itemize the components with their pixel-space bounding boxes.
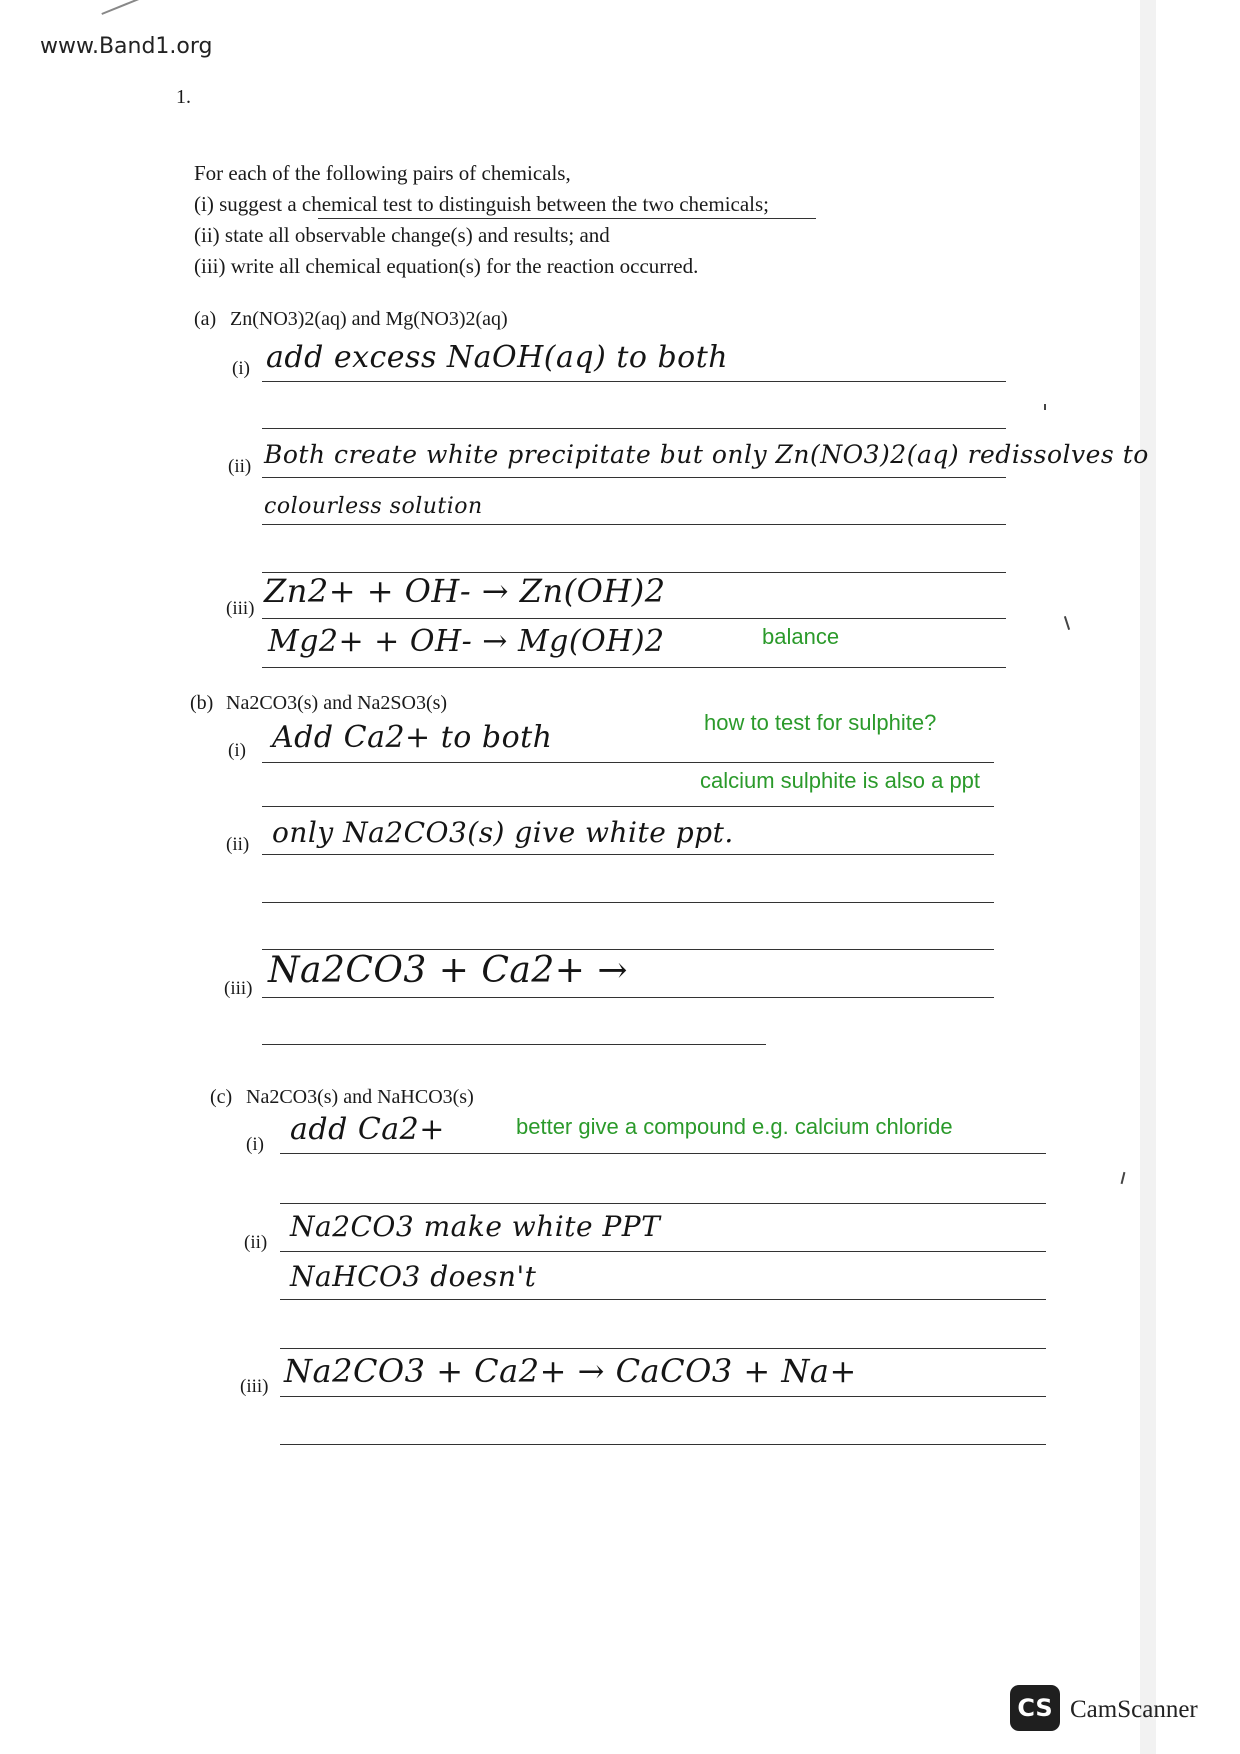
camscanner-brand: CamScanner (1070, 1696, 1198, 1723)
answer-line (280, 1153, 1046, 1154)
answer-line (262, 618, 1006, 619)
part-b-iii-answer: Na2CO3 + Ca2+ → (268, 950, 629, 991)
part-c-i-label: (i) (246, 1134, 264, 1155)
answer-line (280, 1396, 1046, 1397)
feedback-balance: balance (762, 624, 840, 649)
part-a-iii-label: (iii) (226, 598, 255, 619)
part-c-label: (c) (210, 1086, 233, 1108)
part-c-ii-answer-2: NaHCO3 doesn't (290, 1260, 537, 1293)
part-b-i-answer: Add Ca2+ to both (272, 720, 553, 755)
question-instructions (194, 158, 769, 282)
intro-line: For each of the following pairs of chemicals, (194, 161, 571, 185)
part-a-iii-answer-2: Mg2+ + OH- → Mg(OH)2 (268, 624, 665, 659)
part-b-ii-label: (ii) (226, 834, 250, 855)
answer-line (262, 477, 1006, 478)
scan-speck (1121, 1172, 1126, 1184)
step-iii: (iii) write all chemical equation(s) for the reaction occurred. (194, 254, 699, 278)
answer-line (280, 1348, 1046, 1349)
answer-line (262, 854, 994, 855)
answer-line (262, 524, 1006, 525)
answer-line (262, 997, 994, 998)
scan-edge-shadow (1140, 0, 1156, 1754)
handdrawn-underline (318, 218, 816, 219)
part-a-i-answer: add excess NaOH(aq) to both (266, 340, 729, 375)
part-b-title: Na2CO3(s) and Na2SO3(s) (226, 692, 448, 714)
answer-line (262, 667, 1006, 668)
scan-speck (1064, 616, 1070, 630)
answer-line (280, 1444, 1046, 1445)
answer-line (262, 428, 1006, 429)
part-a-ii-answer-2: colourless solution (264, 494, 483, 519)
camscanner-logo-icon: CS (1010, 1685, 1060, 1731)
part-c-iii-answer: Na2CO3 + Ca2+ → CaCO3 + Na+ (284, 1352, 857, 1390)
part-a-ii-label: (ii) (228, 456, 252, 477)
part-c-i-answer: add Ca2+ (290, 1112, 445, 1147)
answer-line (280, 1203, 1046, 1204)
part-a-ii-answer-1: Both create white precipitate but only Zn(NO3)2(aq) redissolves to (264, 440, 1149, 469)
feedback-compound: better give a compound e.g. calcium chloride (516, 1114, 953, 1139)
watermark: www.Band1.org (40, 34, 213, 59)
part-a-iii-answer-1: Zn2+ + OH- → Zn(OH)2 (264, 572, 666, 610)
part-a-i-label: (i) (232, 358, 250, 379)
feedback-calcium-sulphite: calcium sulphite is also a ppt (700, 768, 981, 793)
part-a-label: (a) (194, 308, 217, 330)
scan-speck (1044, 404, 1046, 410)
answer-line (262, 806, 994, 807)
question-number: 1. (176, 86, 191, 108)
answer-line (280, 1299, 1046, 1300)
part-c-ii-label: (ii) (244, 1232, 268, 1253)
pen-mark (101, 0, 146, 15)
answer-line (262, 381, 1006, 382)
step-i: (i) suggest a chemical test to distinguish between the two chemicals; (194, 192, 770, 216)
part-a-title: Zn(NO3)2(aq) and Mg(NO3)2(aq) (230, 308, 508, 330)
part-b-ii-answer: only Na2CO3(s) give white ppt. (272, 816, 734, 849)
answer-line (262, 902, 994, 903)
part-c-iii-label: (iii) (240, 1376, 269, 1397)
feedback-sulphite-test: how to test for sulphite? (704, 710, 937, 735)
part-b-iii-label: (iii) (224, 978, 253, 999)
part-c-ii-answer-1: Na2CO3 make white PPT (290, 1210, 661, 1243)
step-ii: (ii) state all observable change(s) and results; and (194, 223, 610, 247)
part-b-label: (b) (190, 692, 214, 714)
answer-line (262, 1044, 766, 1045)
part-c-title: Na2CO3(s) and NaHCO3(s) (246, 1086, 474, 1108)
answer-line (280, 1251, 1046, 1252)
part-b-i-label: (i) (228, 740, 246, 761)
answer-line (262, 762, 994, 763)
